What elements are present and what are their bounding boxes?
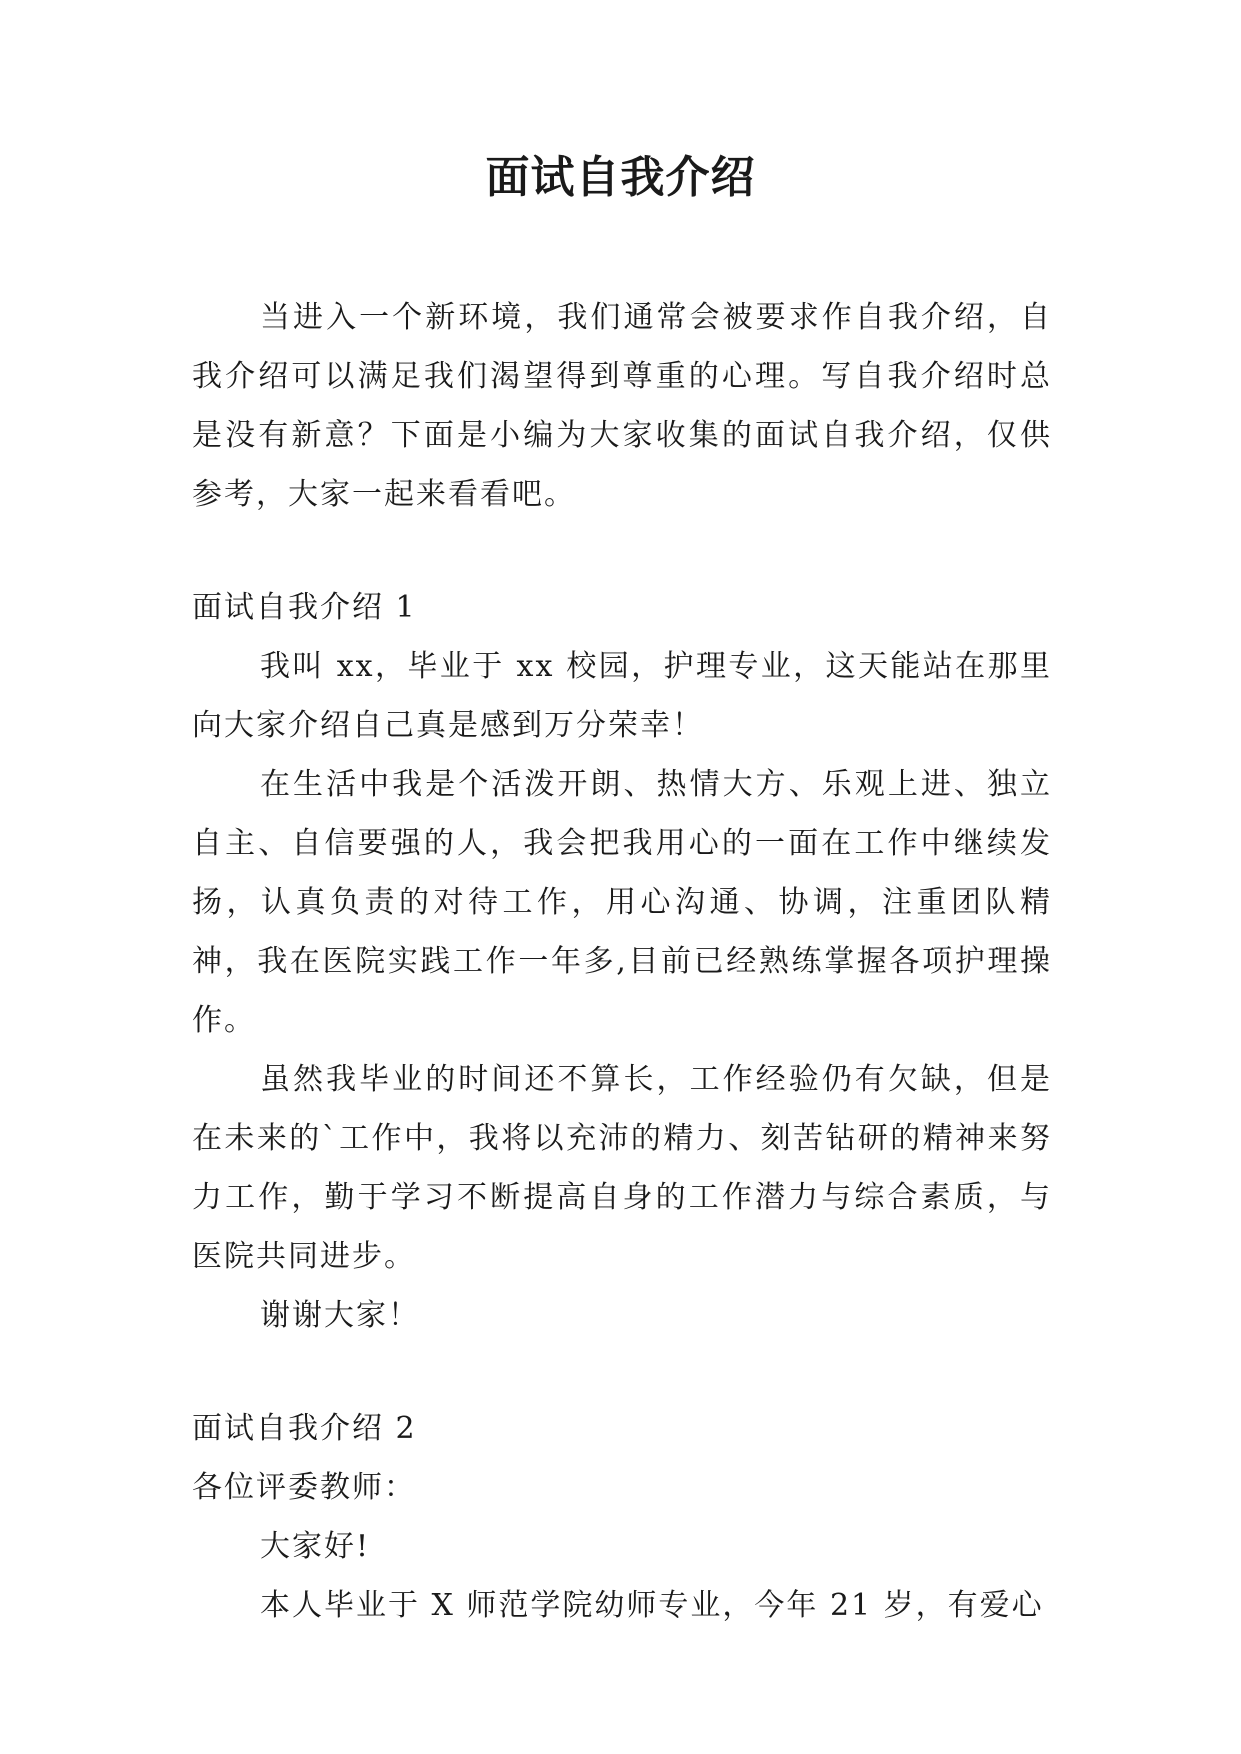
section-1-paragraph: 虽然我毕业的时间还不算长，工作经验仍有欠缺，但是在未来的`工作中，我将以充沛的精力、刻苦钻研的精神来努力工作，勤于学习不断提高自身的工作潜力与综合素质，与医院共同进步。 bbox=[192, 1062, 1052, 1274]
section-1-closing: 谢谢大家！ bbox=[260, 1298, 420, 1333]
section-spacer bbox=[192, 524, 1052, 578]
section-2-salutation: 各位评委教师： bbox=[192, 1470, 416, 1505]
section-2-paragraph: 本人毕业于 X 师范学院幼师专业，今年 21 岁，有爱心 bbox=[260, 1588, 1044, 1623]
section-spacer bbox=[192, 1345, 1052, 1399]
intro-paragraph: 当进入一个新环境，我们通常会被要求作自我介绍，自我介绍可以满足我们渴望得到尊重的心理。写自我介绍时总是没有新意？下面是小编为大家收集的面试自我介绍，仅供参考，大家一起来看看吧。 bbox=[192, 300, 1052, 512]
section-1-heading: 面试自我介绍 1 bbox=[192, 590, 417, 625]
section-2-heading: 面试自我介绍 2 bbox=[192, 1411, 417, 1446]
document-title: 面试自我介绍 bbox=[485, 152, 756, 203]
section-2-paragraph: 大家好! bbox=[260, 1529, 371, 1564]
document-body bbox=[192, 288, 1052, 1635]
section-1-paragraph: 我叫 xx，毕业于 xx 校园，护理专业，这天能站在那里向大家介绍自己真是感到万分荣幸！ bbox=[192, 649, 1052, 743]
section-1-paragraph: 在生活中我是个活泼开朗、热情大方、乐观上进、独立自主、自信要强的人，我会把我用心的一面在工作中继续发扬，认真负责的对待工作，用心沟通、协调，注重团队精神，我在医院实践工作一年多,目前已经熟练掌握各项护理操作。 bbox=[192, 767, 1052, 1038]
